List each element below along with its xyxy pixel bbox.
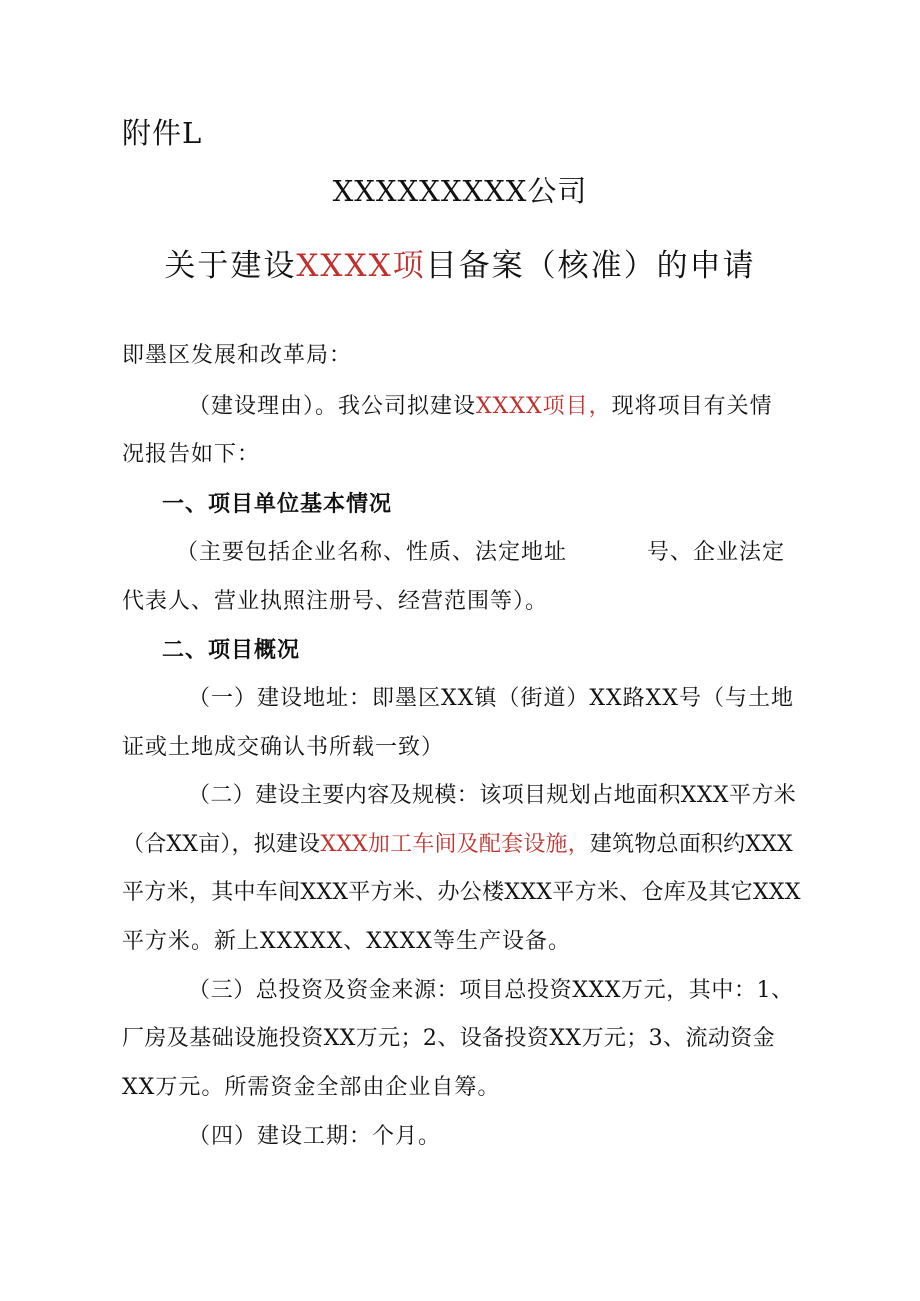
item-1-line-2: 证或土地成交确认书所载一致） [122,735,445,760]
title-project-name: XXXX项 [296,248,426,284]
section-1-line-1b: 号、企业法定 [647,540,786,565]
item-2-suffix: 建筑物总面积约XXX [589,832,793,857]
item-3-line-1: （三）总投资及资金来源：项目总投资XXX万元，其中：1、 [188,978,794,1003]
item-1-line-1: （一）建设地址：即墨区XX镇（街道）XX路XX号（与土地 [188,686,794,711]
item-2-facility: XXX加工车间及配套设施， [320,832,590,857]
item-2-line-4: 平方米。新上XXXXX、XXXX等生产设备。 [122,929,571,954]
item-3-line-3: XX万元。所需资金全部由企业自筹。 [122,1075,501,1100]
item-2-line-2 [122,830,793,860]
title-suffix: 目备案（核准）的申请 [425,248,756,284]
reason-prefix: （建设理由）。我公司拟建设 [188,394,477,419]
attachment-label: 附件L [122,116,203,150]
section-1-line-1a: （主要包括企业名称、性质、法定地址 [176,540,568,565]
section-2-heading: 二、项目概况 [162,637,301,663]
salutation: 即墨区发展和改革局： [122,343,353,368]
title-prefix: 关于建设 [164,248,297,284]
item-3-line-2: 厂房及基础设施投资XX万元；2、设备投资XX万元；3、流动资金 [122,1026,776,1051]
document-title [0,246,920,286]
reason-suffix: 现将项目有关情 [611,394,773,419]
section-1-line-2: 代表人、营业执照注册号、经营范围等）。 [122,589,549,614]
reason-line-2: 况报告如下： [122,442,261,467]
section-1-heading: 一、项目单位基本情况 [162,491,393,517]
company-name: XXXXXXXXX公司 [332,174,588,208]
reason-line-1 [188,392,773,422]
reason-project-name: XXXX项目， [476,394,612,419]
item-2-line-1: （二）建设主要内容及规模：该项目规划占地面积XXX平方米 [188,783,797,808]
item-4-line-1: （四）建设工期：个月。 [188,1124,442,1149]
item-2-line-3: 平方米，其中车间XXX平方米、办公楼XXX平方米、仓库及其它XXX [122,880,801,905]
item-2-prefix: （合XX亩），拟建设 [122,832,321,857]
